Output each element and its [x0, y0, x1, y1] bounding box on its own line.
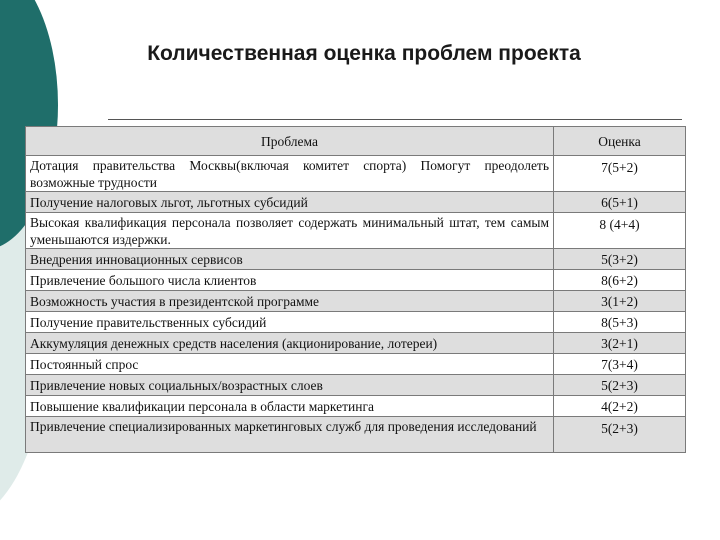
table-row — [26, 312, 686, 333]
score-cell: 8(5+3) — [554, 312, 686, 333]
table-row — [26, 270, 686, 291]
score-cell: 3(1+2) — [554, 291, 686, 312]
score-cell: 8(6+2) — [554, 270, 686, 291]
score-cell: 6(5+1) — [554, 192, 686, 213]
score-cell: 5(2+3) — [554, 417, 686, 453]
table-row — [26, 333, 686, 354]
table-row — [26, 213, 686, 249]
table-row — [26, 417, 686, 453]
problem-cell: Повышение квалификации персонала в области маркетинга — [26, 396, 554, 417]
problem-cell: Постоянный спрос — [26, 354, 554, 375]
table-row — [26, 156, 686, 192]
problem-cell: Возможность участия в президентской программе — [26, 291, 554, 312]
problem-cell: Внедрения инновационных сервисов — [26, 249, 554, 270]
score-cell: 5(3+2) — [554, 249, 686, 270]
table-row — [26, 354, 686, 375]
problems-table — [25, 126, 686, 453]
problem-cell: Получение правительственных субсидий — [26, 312, 554, 333]
problem-cell: Привлечение новых социальных/возрастных слоев — [26, 375, 554, 396]
score-cell: 7(3+4) — [554, 354, 686, 375]
score-cell: 8 (4+4) — [554, 213, 686, 249]
problem-cell: Привлечение большого числа клиентов — [26, 270, 554, 291]
table-row — [26, 192, 686, 213]
score-cell: 4(2+2) — [554, 396, 686, 417]
table-row — [26, 249, 686, 270]
score-cell: 3(2+1) — [554, 333, 686, 354]
problem-cell: Дотация правительства Москвы(включая комитет спорта) Помогут преодолеть возможные трудности — [26, 156, 554, 192]
problem-cell: Получение налоговых льгот, льготных субсидий — [26, 192, 554, 213]
header-score: Оценка — [554, 127, 686, 156]
table-row — [26, 291, 686, 312]
table-header-row — [26, 127, 686, 156]
title-divider — [108, 119, 682, 120]
slide-title: Количественная оценка проблем проекта — [147, 42, 581, 65]
problem-cell: Привлечение специализированных маркетинговых служб для проведения исследований — [26, 417, 554, 453]
score-cell: 7(5+2) — [554, 156, 686, 192]
score-cell: 5(2+3) — [554, 375, 686, 396]
table-row — [26, 396, 686, 417]
problem-cell: Аккумуляция денежных средств населения (акционирование, лотереи) — [26, 333, 554, 354]
header-problem: Проблема — [26, 127, 554, 156]
problem-cell: Высокая квалификация персонала позволяет содержать минимальный штат, тем самым уменьшаются издержки. — [26, 213, 554, 249]
table-row — [26, 375, 686, 396]
